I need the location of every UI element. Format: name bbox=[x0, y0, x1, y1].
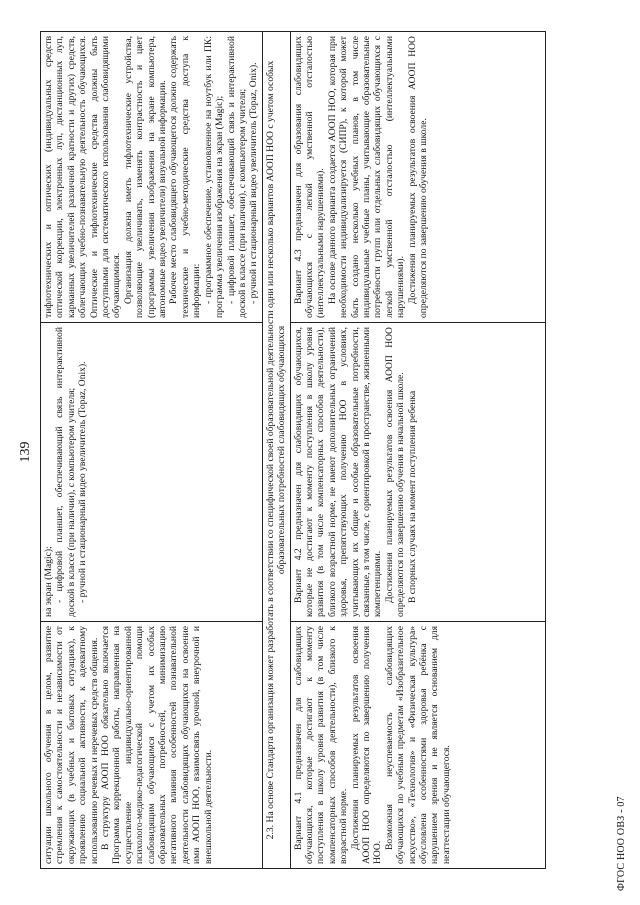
cell-top-right bbox=[41, 32, 263, 323]
paragraph: - программное обеспечение, установленное на ноутбук или ПК: программа увеличения изображения на экран (Magic); bbox=[202, 36, 226, 318]
paragraph: Достижения планируемых результатов освоения АООП НОО определяются по завершению получения НОО. bbox=[349, 626, 384, 864]
cell-variant-4-2 bbox=[290, 323, 545, 622]
cell-top-middle bbox=[41, 323, 263, 622]
paragraph: - ручной и стационарный видео увеличитель (Topaz, Onix). bbox=[77, 361, 89, 603]
page-number: 139 bbox=[18, 441, 33, 463]
cell-top-left bbox=[41, 622, 263, 869]
paragraph: Вариант 4.1 предназначен для слабовидящих обучающихся, которые достигают к моменту поступления в школу уровня развития (в том числе компенсаторных способов деятельности), близкого к возрастной норме. bbox=[292, 626, 350, 864]
paragraph: В спорных случаях на момент поступления ребенка bbox=[406, 390, 418, 603]
paragraph: - цифровой планшет, обеспечивающий связь и интерактивной доской в классе (при наличии), с компьютером учителя; bbox=[225, 36, 248, 318]
paragraph: на экран (Magic); bbox=[43, 546, 54, 617]
cell-variant-4-3 bbox=[290, 32, 545, 323]
paragraph: - цифровой планшет, обеспечивающий связь интерактивной доской в классе (при наличии), с компьютером учителя; bbox=[54, 327, 77, 617]
standards-table bbox=[40, 31, 546, 869]
paragraph: тифлотехнических и оптических (индивидуальных средств оптической коррекции, электронных луп, дистанционных луп, карманных увеличителей различной кратности и других) средств, облегчающих учебно-познавательную деятельность обучающихся. Оптические и тифлотехнические средства должны быть доступными для систематического использования слабовидящими обучающимися. bbox=[43, 36, 123, 318]
paragraph: Вариант 4.2 предназначен для слабовидящих обучающихся, которые не достигают к моменту поступления в школу уровня развития (в том числе компенсаторных способов деятельности), близкого возрастной норме, не имеют дополнительных ограничений здоровья, препятствующих получению НОО в условиях, учитывающих их общие и особые образовательные потребности, связанные, в том числе, с ориентировкой в пространстве, жизненными компетенциями. bbox=[292, 327, 384, 617]
paragraph: Достижения планируемых результатов освоения АООП НОО определяются по завершению обучения в школе. bbox=[406, 36, 429, 318]
paragraph: В структуру АООП НОО обязательно включается Программа коррекционной работы, направленная на осуществление индивидуально-ориентированной психолого-медико-педагогической помощи слабовидящим обучающимся с учетом их особых образовательных потребностей, минимизацию негативного влияния особенностей познавательной деятельности слабовидящих обучающихся на освоение ими АООП НОО, взаимосвязь урочной, внеурочной и внешкольной деятельности. bbox=[100, 626, 214, 864]
table-row-top bbox=[41, 32, 263, 869]
table-row-heading bbox=[262, 32, 290, 869]
paragraph: Вариант 4.3 предназначен для образования слабовидящих обучающихся с легкой умственной отсталостью (интеллектуальными нарушениями). bbox=[292, 36, 327, 318]
paragraph: Возможная неуспеваемость слабовидящих обучающихся по учебным предметам «Изобразительное искусство», «Технология» и «Физическая культура» обусловлена особенностями здоровья ребёнка с нарушением зрения и не является основанием для неаттестации обучающегося. bbox=[383, 626, 452, 864]
paragraph: ситуации школьного обучения в целом, развитие стремления к самостоятельности и независимости от окружающих (в учебных и бытовых ситуациях), к проявлению социальной активности, к адекватному использованию речевых и неречевых средств общения. bbox=[43, 626, 100, 864]
paragraph: Рабочее место слабовидящего обучающегося должно содержать технические и учебно-методические средства доступа к информации: bbox=[168, 36, 203, 318]
paragraph: На основе данного варианта создается АООП НОО, которая при необходимости индивидуализируется (СИПР), к которой может быть создано несколько учебных планов, в том числе индивидуальные учебные планы, учитывающие образовательные потребности групп или отдельных слабовидящих обучающихся с легкой умственной отсталостью (интеллектуальными нарушениями). bbox=[326, 36, 407, 318]
paragraph: Организация должна иметь тифлотехнические устройства, позволяющие увеличивать, изменять контрастность и цвет (программы увеличения изображения на экране компьютера, автономные видео увеличители) визуальной информации. bbox=[122, 36, 169, 318]
paragraph: - ручной и стационарный видео увеличитель (Topaz, Onix). bbox=[248, 62, 260, 304]
table-row-bottom bbox=[290, 32, 545, 869]
section-heading: 2.3. На основе Стандарта организация может разработать в соответствии со специфической своей образовательной деятельности одни или несколько вариантов АООП НОО с учетом особых образовательных потребностей слабовидящих обучающихся bbox=[262, 32, 290, 869]
cell-variant-4-1 bbox=[290, 622, 545, 869]
paragraph: Достижения планируемых результатов освоения АООП НОО определяются по завершению обучения в начальной школе. bbox=[383, 327, 407, 617]
document-code: ФГОС НОО ОВЗ - 07 bbox=[616, 796, 627, 891]
